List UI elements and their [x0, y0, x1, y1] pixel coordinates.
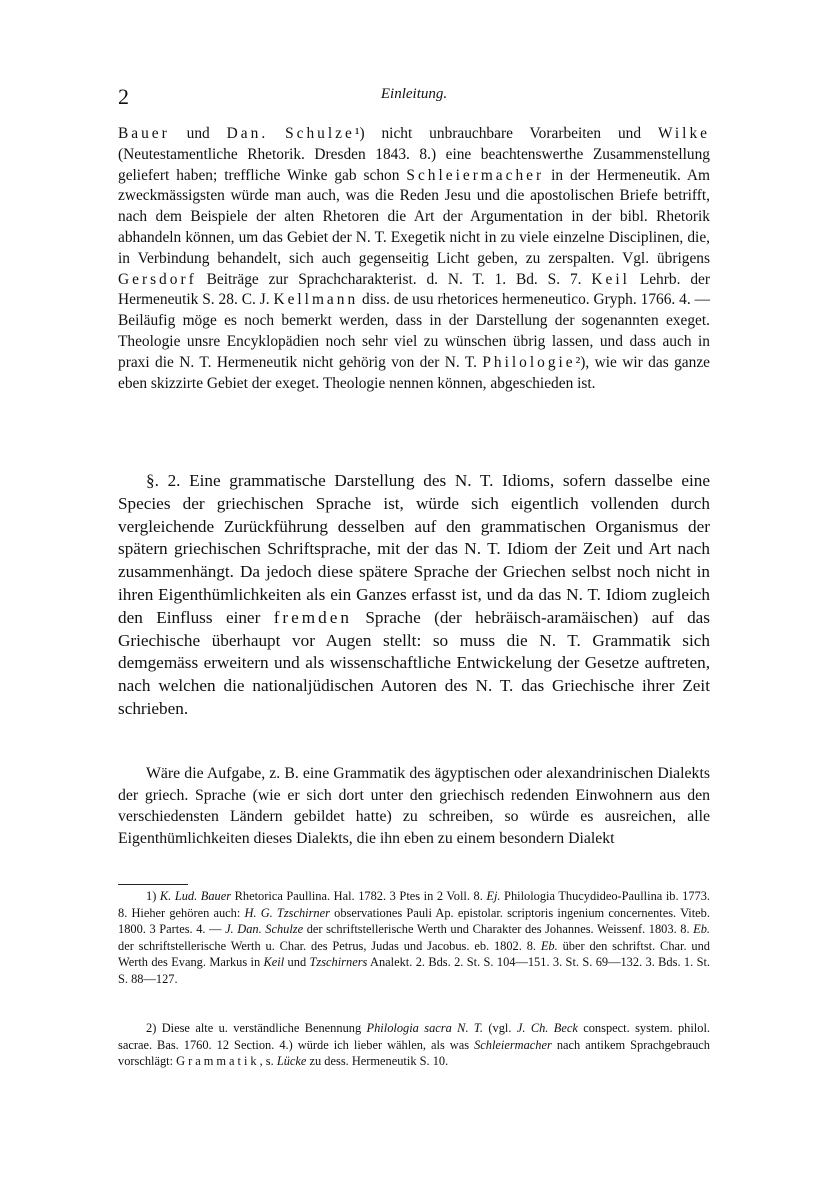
footnote-divider	[118, 884, 188, 885]
footnote-marker: 2)	[146, 1021, 157, 1035]
text-run: §. 2. Eine grammatische Darstellung des N. T. Idioms, sofern dasselbe eine Species der griechischen Sprache ist, würde sich eigentlich vollenden durch vergleichende Zurückführung desselben auf den grammatischen Organismus der spätern griechischen Schriftsprache, mit der das N. T. Idiom der Zeit und Art nach zusammenhängt. Da jedoch diese spätere Sprache der Griechen selbst noch nicht in ihren Eigenthümlichkeiten als ein Ganzes erfasst ist, und da das N. T. Idiom zugleich den Einfluss einer	[118, 471, 710, 627]
italic-run: K. Lud. Bauer	[159, 889, 232, 903]
page-number: 2	[118, 84, 129, 109]
running-title: Einleitung.	[380, 86, 448, 102]
author-name: Wilke	[658, 125, 710, 142]
italic-run: Philologia sacra N. T.	[366, 1021, 483, 1035]
text-run: in der Hermeneutik. Am zweckmässigsten würde man auch, was die Reden Jesu und die apostolischen Briefe betrifft, nach dem Beispiele der alten Rhetoren die Art der Argumentation in der bibl. Rhetorik abhandeln können, um das Gebiet der N. T. Exegetik nicht in zu viele einzelne Disciplinen, die, in Verbindung behandelt, sich auch gegenseitig Licht geben, zu zerspalten. Vgl. übrigens	[118, 166, 710, 267]
text-run: diss. de usu rhetorices hermeneutico. Gryph. 1766. 4. — Beiläufig möge es noch bemerkt werden, dass in der Darstellung der sogenannten exeget. Theologie unsre Encyklopädien noch sehr viel zu wünschen übrig lassen, und dass auch in praxi die N. T. Hermeneutik nicht gehörig von der N. T.	[118, 291, 710, 371]
text-run: conspect. system. philol. sacrae. Bas. 1760. 12 Section. 4.) würde ich lieber wählen, als was	[118, 1021, 710, 1052]
author-name: Schleiermacher	[406, 166, 545, 184]
author-name: Kellmann	[273, 291, 359, 309]
text-run: (vgl.	[483, 1021, 517, 1035]
text-run: ²), wie wir das ganze eben skizzirte Gebiet der exeget. Theologie nennen können, abgeschieden ist.	[118, 353, 710, 392]
text-run: Diese alte u. verständliche Benennung	[156, 1021, 367, 1035]
text-run: und	[169, 125, 227, 142]
text-run: Beiträge zur Sprachcharakterist. d. N. T. 1. Bd. S. 7.	[196, 270, 592, 288]
footnote-marker: 1)	[146, 889, 157, 903]
text-run: observationes Pauli Ap. epistolar. scriptoris ingenium concernentes. Viteb. 1800. 3 Partes. 4. —	[118, 905, 710, 937]
page-header	[118, 84, 710, 108]
text-run: , s.	[259, 1054, 277, 1069]
italic-run: Ej.	[486, 889, 501, 903]
text-run: Analekt. 2. Bds. 2. St. S. 104—151. 3. St. S. 69—132. 3. Bds. 1. St. S. 88—127.	[118, 955, 710, 986]
text-run: Philologia Thucydideo-Paullina ib. 1773. 8. Hieher gehören auch:	[118, 889, 711, 920]
paragraph-3: Wäre die Aufgabe, z. B. eine Grammatik des ägyptischen oder alexandrinischen Dialekts der griech. Sprache (wie er sich dort unter den griechisch redenden Einwohnern aus den verschiedensten Ländern gebildet hatte) zu schreiben, so würde es ausreichen, alle Eigenthümlichkeiten dieses Dialekts, die ihn eben zu einem besondern Dialekt	[118, 765, 710, 847]
italic-run: J. Dan. Schulze	[225, 922, 304, 937]
text-run: über den schriftst. Char. und Werth des Evang. Markus in	[118, 938, 710, 970]
text-run: der schriftstellerische Werth und Charakter des Johannes. Weissenf. 1803. 8.	[303, 922, 694, 937]
author-name: Dan.	[226, 125, 269, 142]
text-run: der schriftstellerische Werth u. Char. des Petrus, Judas und Jacobus. eb. 1802. 8.	[118, 938, 541, 953]
italic-run: Eb.	[693, 922, 710, 937]
italic-run: H. G. Tzschirner	[244, 905, 330, 920]
text-run: (Neutestamentliche Rhetorik. Dresden 1843. 8.) eine beachtenswerthe Zusammenstellung geliefert haben; treffliche Winke gab schon	[118, 145, 710, 184]
emphasized-term: fremden	[273, 607, 352, 627]
text-run: nach antikem Sprachgebrauch vorschlägt:	[118, 1037, 710, 1069]
footnote-2	[118, 1020, 710, 1070]
italic-run: Lücke	[276, 1054, 307, 1069]
section-2-paragraph	[118, 470, 710, 721]
text-run: zu dess. Hermeneutik S. 10.	[306, 1054, 449, 1069]
italic-run: Eb.	[540, 938, 558, 953]
author-name: Gersdorf	[118, 270, 197, 288]
italic-run: J. Ch. Beck	[516, 1021, 578, 1035]
text-run: Lehrb. der Hermeneutik S. 28. C. J.	[118, 270, 710, 309]
author-name: Bauer	[118, 125, 170, 142]
text-run	[268, 125, 285, 142]
paragraph-1	[118, 124, 710, 394]
text-run: ¹) nicht unbrauchbare Vorarbeiten und	[354, 125, 658, 142]
author-name: Keil	[591, 270, 630, 288]
text-run: Rhetorica Paullina. Hal. 1782. 3 Ptes in 2 Voll. 8.	[231, 889, 487, 903]
italic-run: Tzschirners	[309, 955, 368, 970]
footnote-1	[118, 888, 710, 988]
italic-run: Schleiermacher	[474, 1037, 552, 1052]
italic-run: Keil	[263, 955, 285, 970]
emphasized-term: Philologie	[482, 353, 576, 371]
author-name: Schulze	[285, 125, 355, 142]
emphasized-term: Grammatik	[176, 1054, 260, 1069]
text-run: Sprache (der hebräisch-aramäischen) auf das Griechische überhaupt vor Augen stellt: so muss die N. T. Grammatik sich demgemäss erweitern und als wissenschaftliche Entwickelung der Gesetze auftreten, nach welchen die nationaljüdischen Autoren des N. T. das Griechische ihrer Zeit schrieben.	[118, 607, 710, 718]
text-run: und	[284, 955, 310, 970]
